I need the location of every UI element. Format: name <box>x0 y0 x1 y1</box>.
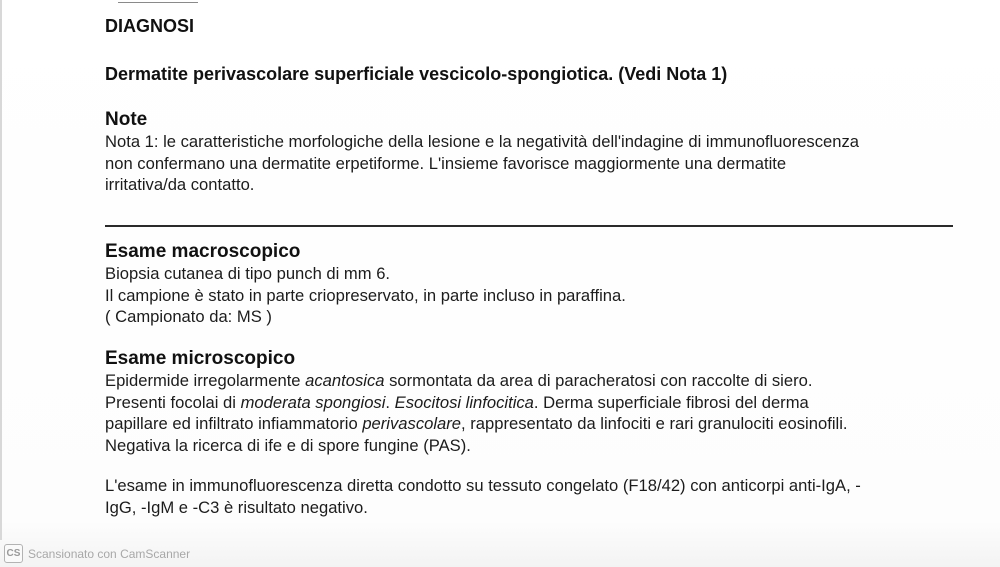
camscanner-watermark <box>4 544 190 563</box>
note-heading: Note <box>105 109 148 130</box>
camscanner-logo-icon: CS <box>4 544 23 563</box>
micro-line <box>105 392 970 414</box>
micro-italic-term: perivascolare <box>362 414 462 433</box>
micro-line: Negativa la ricerca di ife e di spore fungine (PAS). <box>105 435 471 455</box>
macro-line: Biopsia cutanea di tipo punch di mm 6. <box>105 264 391 283</box>
micro-line <box>105 413 970 435</box>
micro-text: Presenti focolai di <box>105 392 241 412</box>
top-rule <box>118 2 198 3</box>
micro-text: , rappresentato da linfociti e rari granulociti eosinofili. <box>461 414 848 433</box>
esame-microscopico-body <box>105 370 970 456</box>
immunofluorescenza-body <box>105 475 970 518</box>
diagnosi-text: Dermatite perivascolare superficiale vescicolo-spongiotica. (Vedi Nota 1) <box>105 64 728 84</box>
esame-microscopico-heading: Esame microscopico <box>105 348 296 369</box>
note-line: non confermano una dermatite erpetiforme. L'insieme favorisce maggiormente una dermatite <box>105 153 787 173</box>
micro-text: papillare ed infiltrato infiammatorio <box>105 414 363 433</box>
micro-italic-term: Esocitosi linfocitica <box>394 392 534 412</box>
immuno-line: IgG, -IgM e -C3 è risultato negativo. <box>105 497 368 517</box>
esame-macroscopico-body <box>105 263 970 328</box>
immuno-line: L'esame in immunofluorescenza diretta condotto su tessuto congelato (F18/42) con anticorpi anti-IgA, - <box>105 476 861 495</box>
micro-text: . Derma superficiale fibrosi del derma <box>533 392 809 412</box>
micro-line <box>105 370 970 392</box>
diagnosi-heading: DIAGNOSI <box>105 16 195 36</box>
note-line: irritativa/da contatto. <box>105 175 255 194</box>
esame-macroscopico-heading: Esame macroscopico <box>105 241 301 262</box>
micro-italic-term: acantosica <box>305 371 385 390</box>
watermark-text: Scansionato con CamScanner <box>28 546 191 561</box>
micro-text: sormontata da area di paracheratosi con raccolte di siero. <box>384 371 813 390</box>
micro-italic-term: moderata spongiosi <box>240 392 386 412</box>
micro-text: Epidermide irregolarmente <box>105 371 306 390</box>
micro-text: . <box>385 392 395 412</box>
note-line: Nota 1: le caratteristiche morfologiche della lesione e la negatività dell'indagine di immunofluorescenza <box>105 132 860 151</box>
scan-edge <box>0 0 2 540</box>
macro-line: Il campione è stato in parte criopreservato, in parte incluso in paraffina. <box>105 285 626 305</box>
note-body <box>105 131 970 196</box>
section-divider <box>105 225 953 227</box>
macro-line: ( Campionato da: MS ) <box>105 307 272 326</box>
